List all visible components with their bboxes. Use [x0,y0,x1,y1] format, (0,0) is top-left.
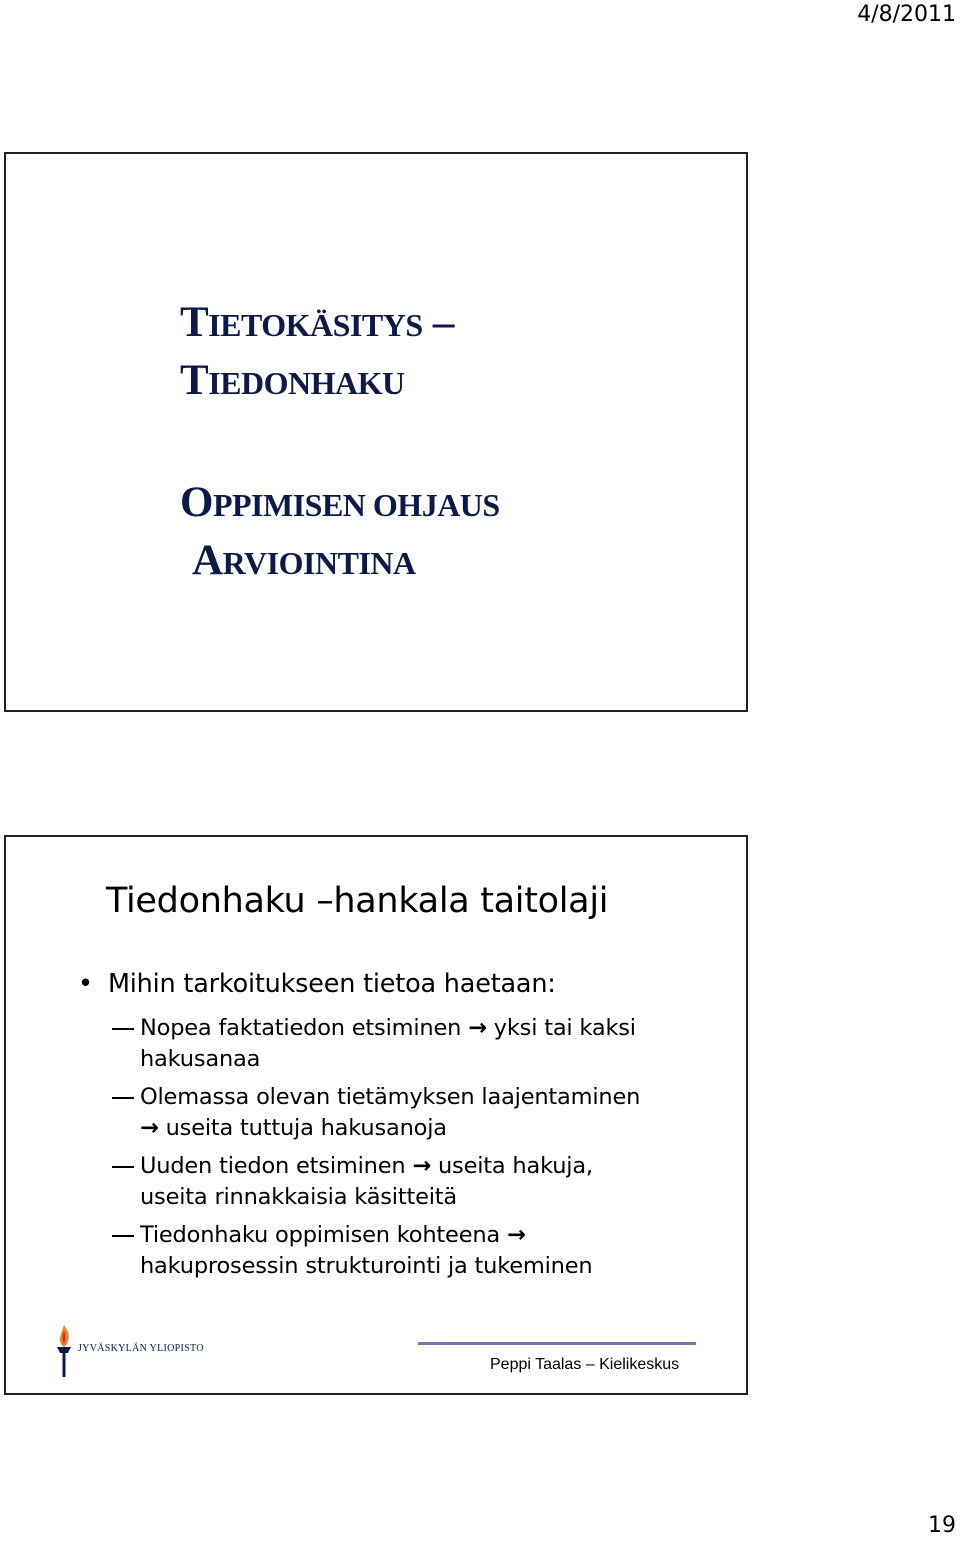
arrow-right-icon: → [412,1153,432,1179]
page-number: 19 [928,1513,956,1538]
subtitle-line-1: OPPIMISEN OHJAUS [180,479,500,526]
dash-icon [112,1166,134,1168]
title-line-2: TIEDONHAKU [180,357,405,404]
arrow-right-icon: → [140,1114,159,1141]
footer-divider [418,1342,696,1345]
logo-wordmark: JYVÄSKYLÄN YLIOPISTO [78,1343,204,1354]
slide-heading: Tiedonhaku –hankala taitolaji [106,881,609,921]
slide-subtitle [180,474,500,590]
slide-content [4,835,748,1395]
bullet-dot-icon: • [78,969,93,999]
arrow-right-icon: → [506,1222,526,1248]
list-item: Tiedonhaku oppimisen kohteena → hakuprosessin strukturointi ja tukeminen [106,1220,726,1281]
dash-icon [112,1097,134,1099]
slide-title-heading [180,294,454,410]
university-logo [52,1323,204,1383]
slide-title [4,152,748,712]
footer-author: Peppi Taalas – Kielikeskus [490,1356,680,1373]
list-item: Nopea faktatiedon etsiminen → yksi tai kaksi hakusanaa [106,1013,726,1074]
title-line-1: TIETOKÄSITYS – [180,299,454,346]
torch-icon [52,1323,76,1379]
list-item: Olemassa olevan tietämyksen laajentaminen → useita tuttuja hakusanoja [106,1082,726,1143]
bullet-main: • Mihin tarkoitukseen tietoa haetaan: [78,969,556,999]
arrow-right-icon: → [468,1015,487,1041]
sub-bullet-list [106,1013,726,1289]
dash-icon [112,1028,134,1030]
page-date: 4/8/2011 [857,2,956,27]
list-item: Uuden tiedon etsiminen → useita hakuja, useita rinnakkaisia käsitteitä [106,1151,726,1212]
dash-icon [112,1235,134,1237]
subtitle-line-2: ARVIOINTINA [192,537,416,584]
